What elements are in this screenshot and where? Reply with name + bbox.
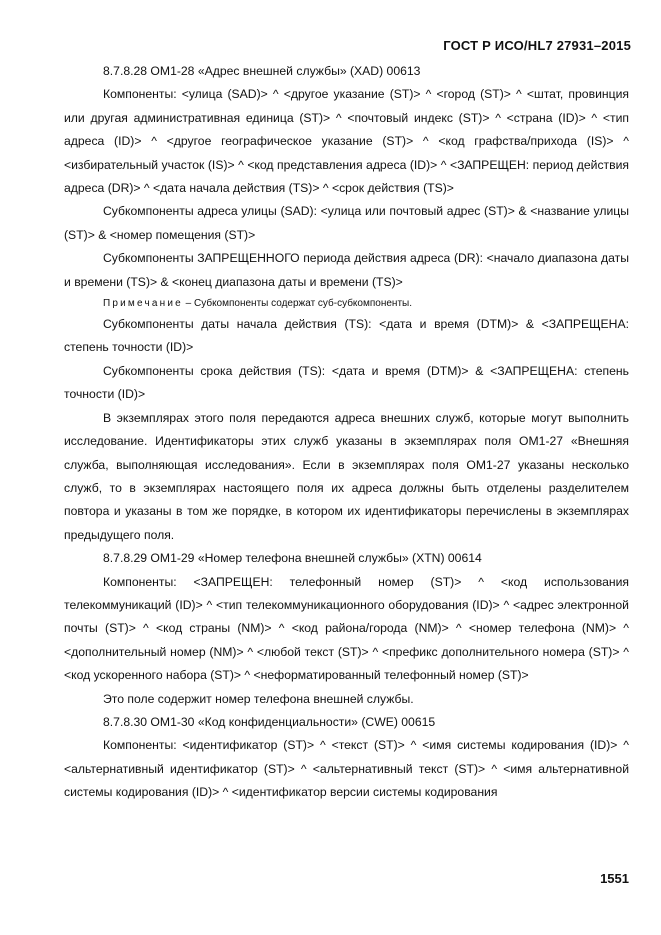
subcomponents-paragraph: Субкомпоненты ЗАПРЕЩЕННОГО периода действия адреса (DR): <начало диапазона даты и времени (TS)> & <конец диапазона даты и времени (TS)>: [64, 251, 629, 289]
body-paragraph: Это поле содержит номер телефона внешней службы.: [103, 691, 414, 706]
note: [64, 294, 629, 313]
page-number: 1551: [600, 871, 629, 886]
subcomponents-paragraph: Субкомпоненты даты начала действия (TS): <дата и время (DTM)> & <ЗАПРЕЩЕНА: степень точности (ID)>: [64, 317, 629, 355]
components-paragraph: Компоненты: <ЗАПРЕЩЕН: телефонный номер (ST)> ^ <код использования телекоммуникаций (ID)> ^ <тип телекоммуникационного оборудования (ID)> ^ <адрес электронной почты (ST)> ^ <код страны (NM)> ^ <код района/города (NM)> ^ <номер телефона (NM)> ^ <дополнительный номер (NM)> ^ <любой текст (ST)> ^ <префикс дополнительного номера (ST)> ^ <код ускоренного набора (ST)> ^ <неформатированный телефонный номер (ST)>: [64, 574, 629, 683]
components-paragraph: Компоненты: <идентификатор (ST)> ^ <текст (ST)> ^ <имя системы кодирования (ID)> ^ <альтернативный идентификатор (ST)> ^ <альтернативный текст (ST)> ^ <имя альтернативной системы кодирования (ID)> ^ <идентификатор версии системы кодирования: [64, 738, 629, 800]
document-header: ГОСТ Р ИСО/HL7 27931–2015: [443, 38, 631, 53]
note-text: – Субкомпоненты содержат суб-субкомпоненты.: [182, 298, 412, 310]
page-body: [64, 60, 629, 805]
section-heading: 8.7.8.29 OM1-29 «Номер телефона внешней службы» (XTN) 00614: [103, 551, 482, 566]
note-label: Примечание: [103, 298, 183, 310]
section-heading: 8.7.8.28 OM1-28 «Адрес внешней службы» (XAD) 00613: [103, 64, 421, 78]
body-paragraph: В экземплярах этого поля передаются адреса внешних служб, которые могут выполнить исследование. Идентификаторы этих служб указаны в экземплярах поля OM1-27 «Внешняя служба, выполняющая исследования». Если в экземплярах поля OM1-27 указаны несколько служб, то в экземплярах настоящего поля их адреса должны быть отделены разделителем повтора и указаны в том же порядке, в котором их идентификаторы перечислены в экземплярах предыдущего поля.: [64, 410, 629, 542]
components-paragraph: Компоненты: <улица (SAD)> ^ <другое указание (ST)> ^ <город (ST)> ^ <штат, провинция или другая административная единица (ST)> ^ <почтовый индекс (ST)> ^ <страна (ID)> ^ <тип адреса (ID)> ^ <другое географическое указание (ST)> ^ <код графства/прихода (IS)> ^ <избирательный участок (IS)> ^ <код представления адреса (ID)> ^ <ЗАПРЕЩЕН: период действия адреса (DR)> ^ <дата начала действия (TS)> ^ <срок действия (TS)>: [64, 87, 629, 196]
section-heading: 8.7.8.30 OM1-30 «Код конфиденциальности» (CWE) 00615: [103, 714, 436, 729]
subcomponents-paragraph: Субкомпоненты срока действия (TS): <дата и время (DTM)> & <ЗАПРЕЩЕНА: степень точности (ID)>: [64, 363, 629, 402]
subcomponents-paragraph: Субкомпоненты адреса улицы (SAD): <улица или почтовый адрес (ST)> & <название улицы (ST)> & <номер помещения (ST)>: [64, 204, 629, 242]
